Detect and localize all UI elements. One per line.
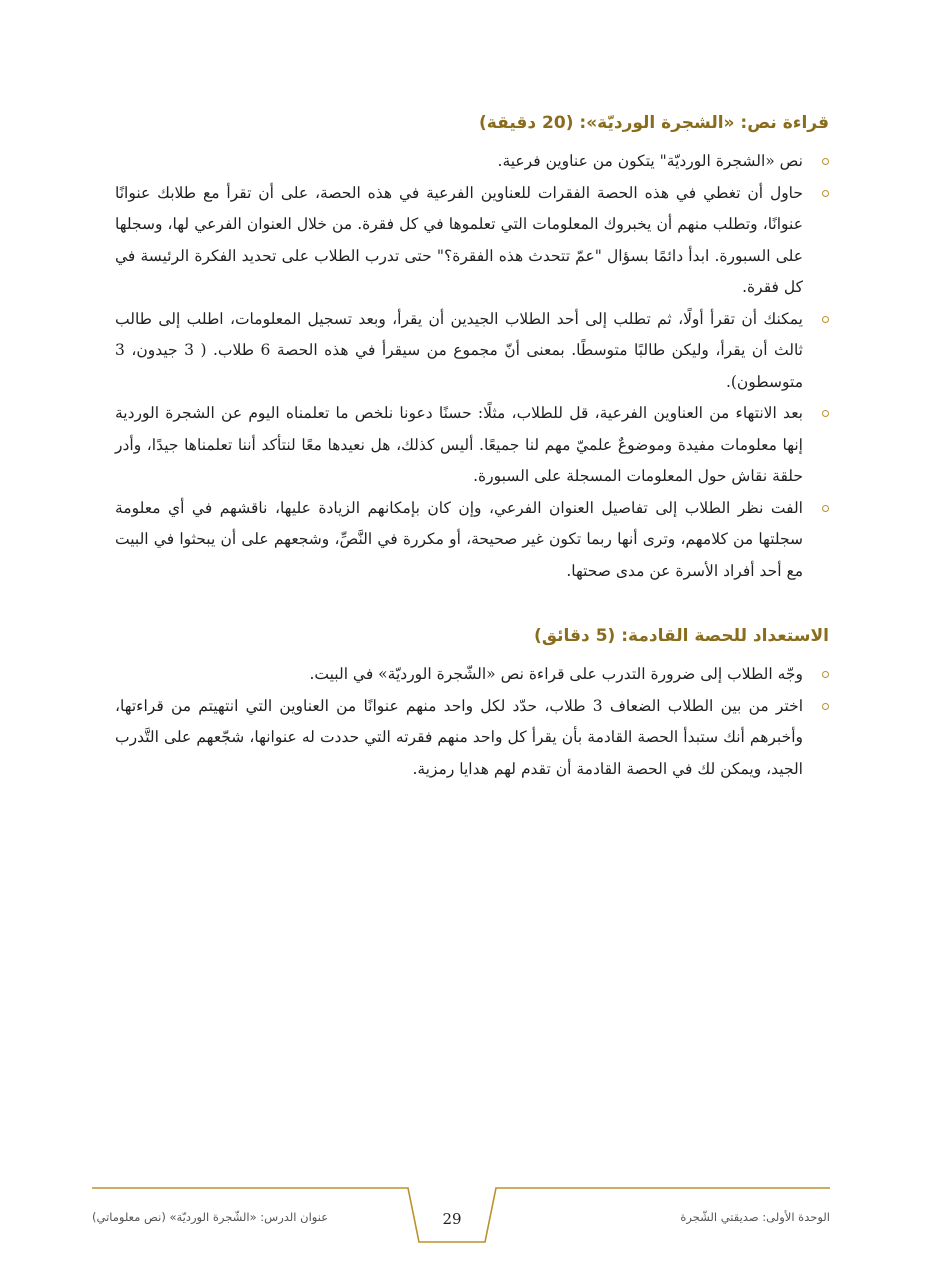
page-footer [92,1176,830,1246]
circle-bullet-icon [822,190,829,197]
circle-bullet-icon [822,316,829,323]
section-heading: قراءة نص: «الشجرة الورديّة»: (20 دقيقة) [479,113,829,133]
list-item [115,398,829,493]
list-item-text: يمكنك أن تقرأ أولًا، ثم تطلب إلى أحد الطلاب الجيدين أن يقرأ، وبعد تسجيل المعلومات، اطلب إلى طالب ثالث أن يقرأ، وليكن طالبًا متوسطًا. بمعنى أنّ مجموع من سيقرأ في هذه الحصة 6 طلاب. ( 3 جيدون، 3 متوسطون). [115,309,803,391]
section-preparation [115,621,829,785]
list-item-text: بعد الانتهاء من العناوين الفرعية، قل للطلاب، مثلًا: حسنًا دعونا نلخص ما تعلمناه اليوم عن الشجرة الوردية إنها معلومات مفيدة وموضوعٌ علميّ مهم لنا جميعًا. أليس كذلك، هل نعيدها معًا لنتأكد أننا تعلمناها جيدًا، وأدر حلقة نقاش حول المعلومات المسجلة على السبورة. [115,404,803,485]
bullet-list [115,146,829,587]
list-item-text: اختر من بين الطلاب الضعاف 3 طلاب، حدّد لكل واحد منهم عنوانًا من العناوين التي انتهيتم من قراءتها، وأخبرهم أنك ستبدأ الحصة القادمة بأن يقرأ كل واحد منهم فقرته التي حددت له عنوانها، شجّعهم على التَّدرب الجيد، ويمكن لك في الحصة القادمة أن تقدم لهم هدايا رمزية. [115,696,804,778]
list-item-text: وجّه الطلاب إلى ضرورة التدرب على قراءة نص «الشّجرة الورديّة» في البيت. [309,665,803,683]
section-heading: الاستعداد للحصة القادمة: (5 دقائق) [534,626,829,646]
list-item [115,146,829,178]
section-reading [115,108,829,587]
list-item-text: حاول أن تغطي في هذه الحصة الفقرات للعناوين الفرعية في هذه الحصة، على أن تقرأ مع طلابك عنوانًا عنوانًا، وتطلب منهم أن يخبروك المعلومات التي تعلموها في كل فقرة. من خلال العنوان الفرعي لها، وسجلها على السبورة. ابدأ دائمًا بسؤال "عمّ تتحدث هذه الفقرة؟" حتى تدرب الطلاب على تحديد الفكرة الرئيسة في كل فقرة. [115,183,803,296]
list-item [115,659,829,691]
circle-bullet-icon [822,158,829,165]
page-number: 29 [442,1210,462,1228]
circle-bullet-icon [822,505,829,512]
circle-bullet-icon [822,410,829,417]
list-item-text: نص «الشجرة الورديّة" يتكون من عناوين فرعية. [497,152,803,170]
circle-bullet-icon [822,671,829,678]
list-item [115,691,829,786]
bullet-list [115,659,829,785]
list-item [115,178,829,304]
footer-lesson-title: عنوان الدرس: «الشّجرة الورديّة» (نص معلوماتي) [92,1210,329,1224]
circle-bullet-icon [822,703,829,710]
list-item [115,304,829,399]
page-content [115,108,829,819]
list-item-text: الفت نظر الطلاب إلى تفاصيل العنوان الفرعي، وإن كان بإمكانهم الزيادة عليها، ناقشهم في أي معلومة سجلتها من كلامهم، وترى أنها ربما تكون غير صحيحة، أو مكررة في النَّصِّ، وشجعهم على أن يبحثوا في البيت مع أحد أفراد الأسرة عن مدى صحتها. [115,498,803,580]
list-item [115,493,829,588]
footer-unit-title: الوحدة الأولى: صديقتي الشّجرة [680,1210,830,1224]
